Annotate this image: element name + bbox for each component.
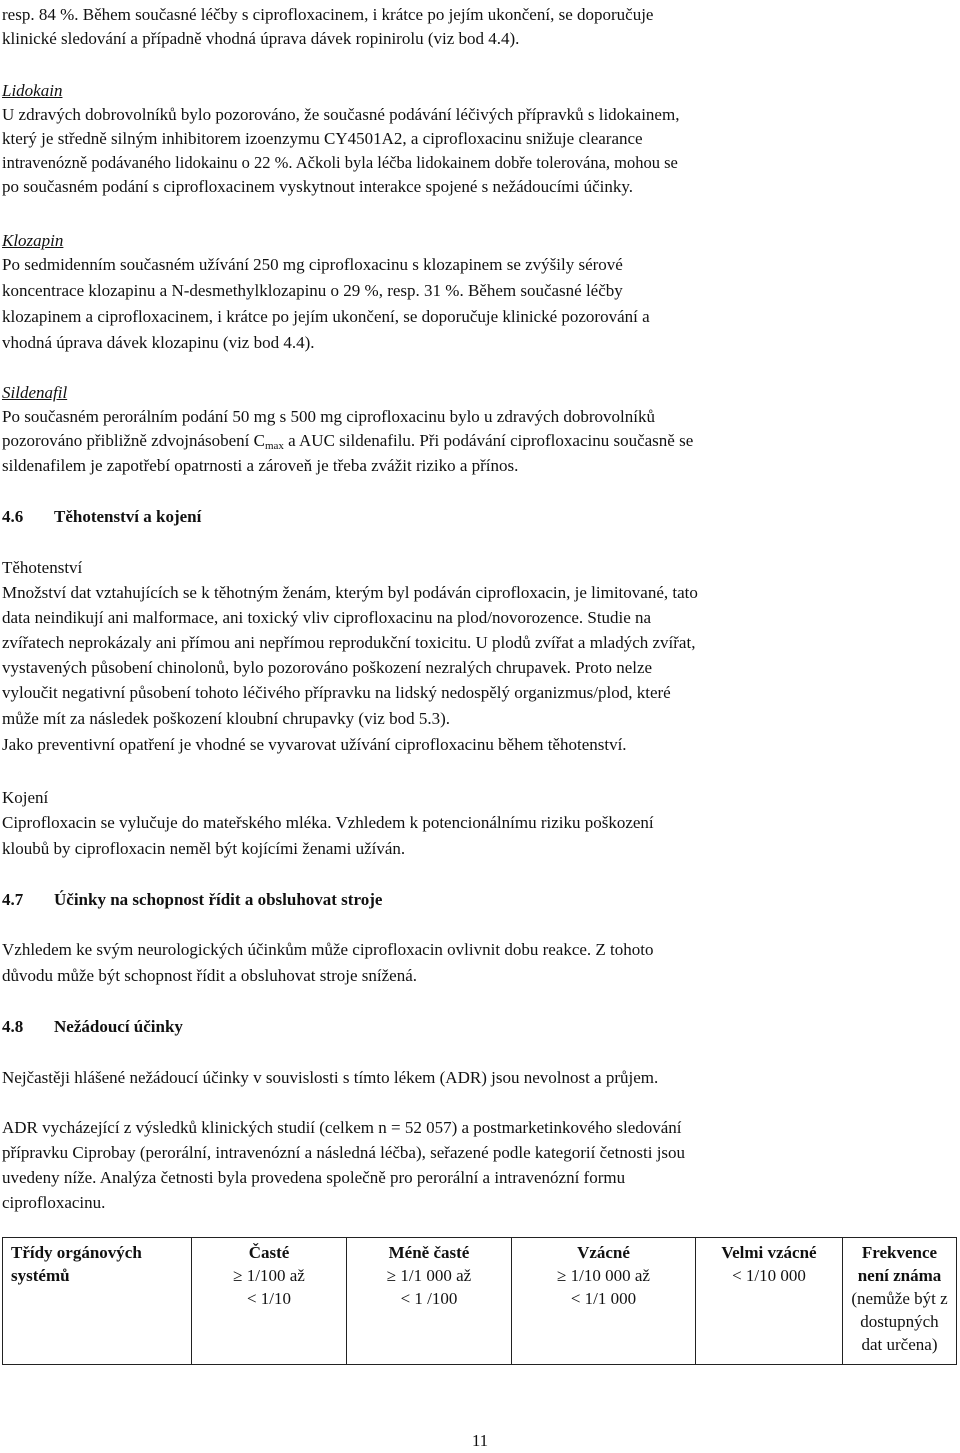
paragraph-line: Ciprofloxacin se vylučuje do mateřského mléka. Vzhledem k potencionálnímu riziku poškození [2,813,654,832]
paragraph-line: Po sedmidenním současném užívání 250 mg ciprofloxacinu s klozapinem se zvýšily sérové [2,255,623,274]
paragraph-line: klozapinem a ciprofloxacinem, i krátce po jejím ukončení, se doporučuje klinické pozorování a [2,307,650,326]
paragraph-line: Vzhledem ke svým neurologických účinkům může ciprofloxacin ovlivnit dobu reakce. Z tohoto [2,940,654,959]
klozapin-heading: Klozapin [2,231,64,250]
paragraph-line: data neindikují ani malformace, ani toxický vliv ciprofloxacinu na plod/novorozence. Studie na [2,608,652,627]
table-cell: Třídy orgánových systémů [3,1238,192,1365]
paragraph-line: přípravku Ciprobay (perorální, intravenózní a následná léčba), seřazené podle kategorií četnosti jsou [2,1143,686,1162]
section-heading-4-8: 4.8 Nežádoucí účinky [2,1017,183,1036]
lidokain-heading: Lidokain [2,81,63,100]
subscript-max: max [264,440,284,452]
sildenafil-heading: Sildenafil [2,383,68,402]
table-cell: Velmi vzácné < 1/10 000 [696,1238,843,1365]
paragraph-line: resp. 84 %. Během současné léčby s ciprofloxacinem, i krátce po jejím ukončení, se doporučuje [2,5,654,24]
section-heading-4-6: 4.6 Těhotenství a kojení [2,507,202,526]
table-cell: Vzácné ≥ 1/10 000 až < 1/1 000 [512,1238,696,1365]
section-heading-4-7: 4.7 Účinky na schopnost řídit a obsluhovat stroje [2,890,383,909]
paragraph-line: U zdravých dobrovolníků bylo pozorováno, že současné podávání léčivých přípravků s lidokainem, [2,105,680,124]
paragraph-line: Množství dat vztahujících se k těhotným ženám, kterým byl podáván ciprofloxacin, je limitované, tato [2,583,698,602]
paragraph-line: uvedeny níže. Analýza četnosti byla provedena společně pro perorální a intravenózní formu [2,1168,626,1187]
paragraph-line: zvířatech neprokázaly ani přímou ani nepřímou reprodukční toxicitu. U plodů zvířat a mladých zvířat, [2,633,696,652]
paragraph-line: kloubů by ciprofloxacin neměl být kojícími ženami užíván. [2,839,406,858]
paragraph-line: Nejčastěji hlášené nežádoucí účinky v souvislosti s tímto lékem (ADR) jsou nevolnost a průjem. [2,1068,659,1087]
paragraph-line: vhodná úprava dávek klozapinu (viz bod 4.4). [2,333,315,352]
paragraph-line: ADR vycházející z výsledků klinických studií (celkem n = 52 057) a postmarketinkového sledování [2,1118,682,1137]
paragraph-line: pozorováno přibližně zdvojnásobení $C_{max}$ a AUC sildenafilu. Při podávání ciprofloxacinu současně se [2,431,694,452]
subheading-breastfeeding: Kojení [2,788,49,807]
paragraph-line: vyloučit negativní působení tohoto léčivého přípravku na lidský nedospělý organizmus/plod, které [2,683,671,702]
table-cell: Frekvence není známa (nemůže být z dostupných dat určena) [843,1238,957,1365]
page-number: 11 [471,1431,489,1450]
paragraph-line: Jako preventivní opatření je vhodné se vyvarovat užívání ciprofloxacinu během těhotenství. [2,735,627,754]
table-cell: Časté ≥ 1/100 až < 1/10 [192,1238,347,1365]
adr-frequency-table [2,1237,957,1365]
paragraph-line: vystavených působení chinolonů, bylo pozorováno poškození nezralých chrupavek. Proto nelze [2,658,653,677]
table-cell: Méně časté ≥ 1/1 000 až < 1 /100 [347,1238,512,1365]
paragraph-line: intravenózně podávaného lidokainu o 22 %. Ačkoli byla léčba lidokainem dobře tolerována, mohou se [2,153,678,172]
paragraph-line: klinické sledování a případně vhodná úprava dávek ropinirolu (viz bod 4.4). [2,29,520,48]
paragraph-line: který je středně silným inhibitorem izoenzymu CY4501A2, a ciprofloxacinu snižuje clearance [2,129,643,148]
paragraph-line: koncentrace klozapinu a N-desmethylklozapinu o 29 %, resp. 31 %. Během současné léčby [2,281,623,300]
paragraph-line: ciprofloxacinu. [2,1193,106,1212]
table-header-row [3,1238,957,1365]
paragraph-line: může mít za následek poškození kloubní chrupavky (viz bod 5.3). [2,709,451,728]
paragraph-line: důvodu může být schopnost řídit a obsluhovat stroje snížená. [2,966,418,985]
subheading-pregnancy: Těhotenství [2,558,83,577]
paragraph-line: sildenafilem je zapotřebí opatrnosti a zároveň je třeba zvážit riziko a přínos. [2,456,519,475]
paragraph-line: Po současném perorálním podání 50 mg s 500 mg ciprofloxacinu bylo u zdravých dobrovolníků [2,407,655,426]
paragraph-line: po současném podání s ciprofloxacinem vyskytnout interakce spojené s nežádoucími účinky. [2,177,634,196]
